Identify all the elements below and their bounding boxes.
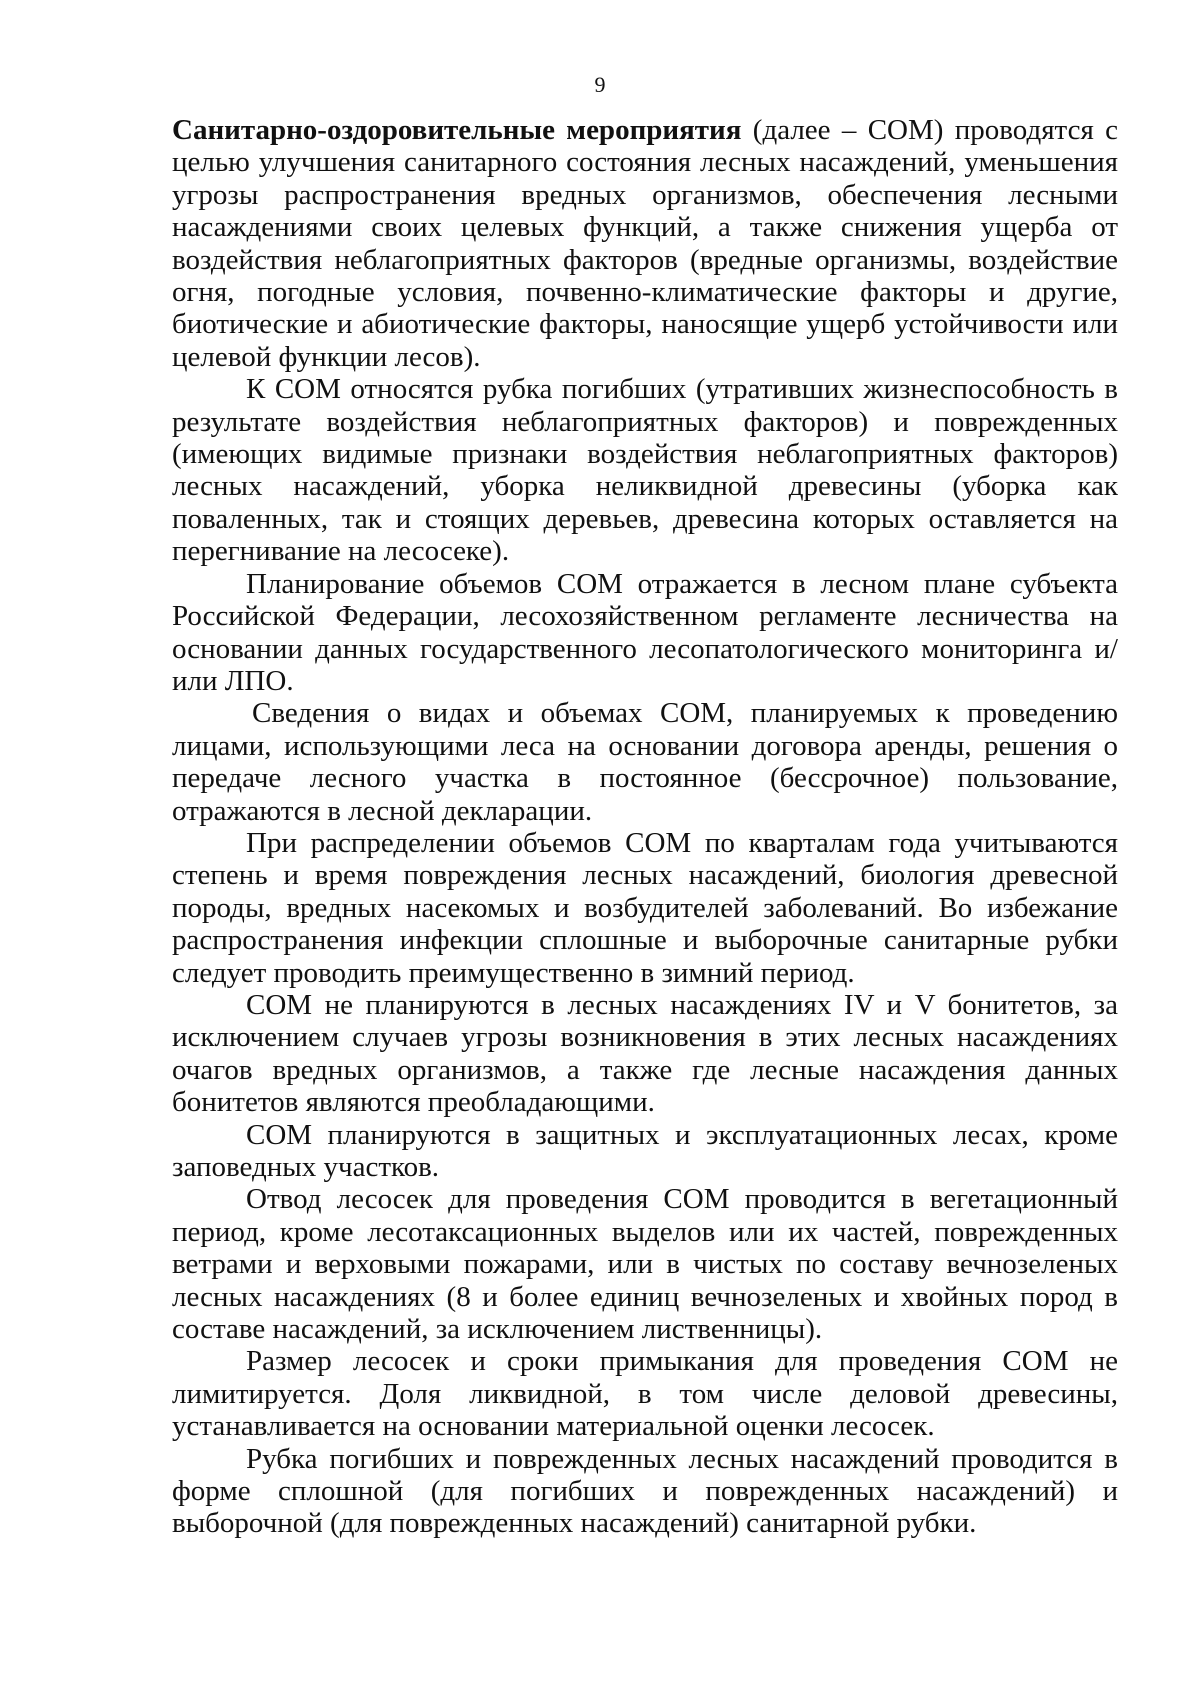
paragraph-som-felling: Рубка погибших и поврежденных лесных насаждений проводится в форме сплошной (для погибших и поврежденных насаждений) и выборочной (для поврежденных насаждений) санитарной рубки. bbox=[172, 1442, 1118, 1540]
paragraph-som-declaration: Сведения о видах и объемах СОМ, планируемых к проведению лицами, использующими леса на основании договора аренды, решения о передаче лесного участка в постоянное (бессрочное) пользование, отражаются в лесной декларации. bbox=[172, 697, 1118, 827]
bold-term: Санитарно-оздоровительные мероприятия bbox=[172, 114, 742, 146]
paragraph-som-planning: Планирование объемов СОМ отражается в лесном плане субъекта Российской Федерации, лесохозяйственном регламенте лесничества на основании данных государственного лесопатологического мониторинга и/или ЛПО. bbox=[172, 567, 1118, 697]
paragraph-som-definition bbox=[172, 114, 1118, 373]
paragraph-som-includes: К СОМ относятся рубка погибших (утративших жизнеспособность в результате воздействия неблагоприятных факторов) и поврежденных (имеющих видимые признаки воздействия неблагоприятных факторов) лесных насаждений, уборка неликвидной древесины (уборка как поваленных, так и стоящих деревьев, древесина которых оставляется на перегнивание на лесосеке). bbox=[172, 373, 1118, 568]
paragraph-som-forests: СОМ планируются в защитных и эксплуатационных лесах, кроме заповедных участков. bbox=[172, 1118, 1118, 1183]
paragraph-som-allotment: Отвод лесосек для проведения СОМ проводится в вегетационный период, кроме лесотаксационных выделов или их частей, поврежденных ветрами и верховыми пожарами, или в чистых по составу вечнозеленых лесных насаждениях (8 и более единиц вечнозеленых и хвойных пород в составе насаждений, за исключением лиственницы). bbox=[172, 1183, 1118, 1346]
document-body bbox=[172, 114, 1118, 1540]
page-number: 9 bbox=[594, 72, 606, 97]
paragraph-som-size: Размер лесосек и сроки примыкания для проведения СОМ не лимитируется. Доля ликвидной, в том числе деловой древесины, устанавливается на основании материальной оценки лесосек. bbox=[172, 1345, 1118, 1443]
paragraph-som-bonitet: СОМ не планируются в лесных насаждениях IV и V бонитетов, за исключением случаев угрозы возникновения в этих лесных насаждениях очагов вредных организмов, а также где лесные насаждения данных бонитетов являются преобладающими. bbox=[172, 988, 1118, 1119]
paragraph-text: (далее – СОМ) проводятся с целью улучшения санитарного состояния лесных насаждений, уменьшения угрозы распространения вредных организмов, обеспечения лесными насаждениями своих целевых функций, а также снижения ущерба от воздействия неблагоприятных факторов (вредные организмы, воздействие огня, погодные условия, почвенно-климатические факторы и другие, биотические и абиотические факторы, наносящие ущерб устойчивости или целевой функции лесов). bbox=[172, 114, 1118, 373]
paragraph-som-distribution: При распределении объемов СОМ по кварталам года учитываются степень и время повреждения лесных насаждений, биология древесной породы, вредных насекомых и возбудителей заболеваний. Во избежание распространения инфекции сплошные и выборочные санитарные рубки следует проводить преимущественно в зимний период. bbox=[172, 826, 1118, 989]
